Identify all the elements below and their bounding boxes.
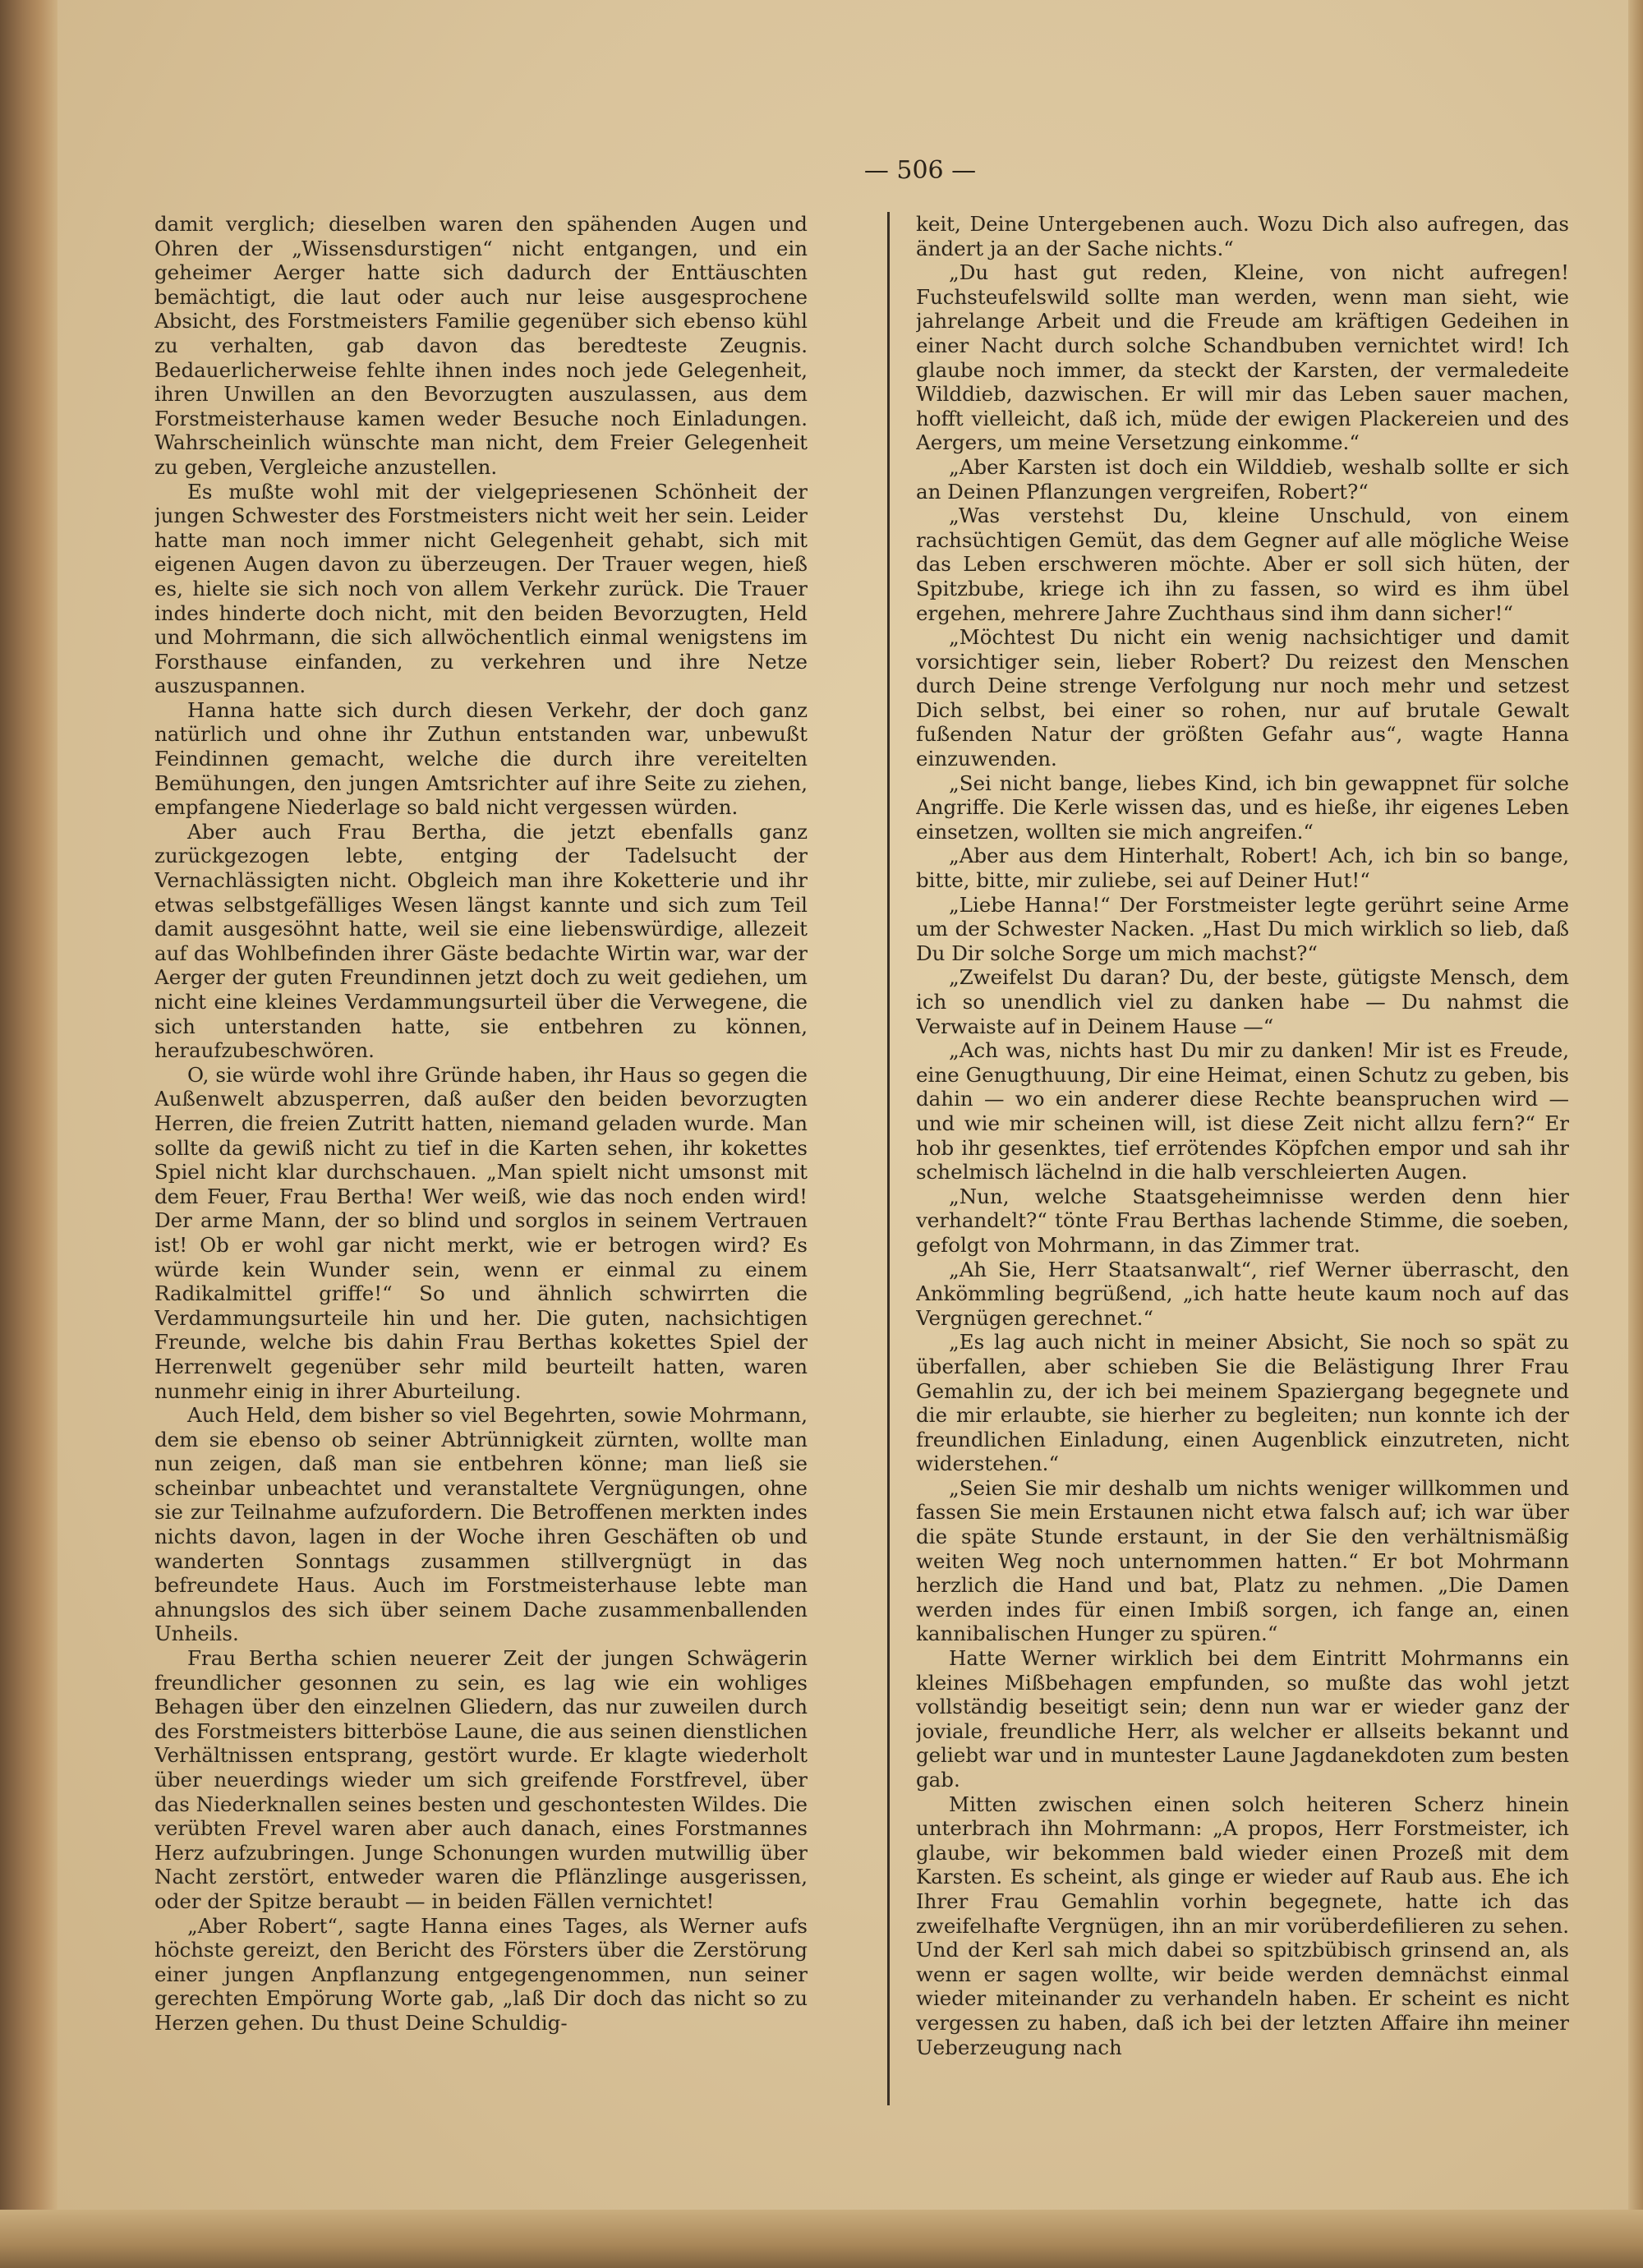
paragraph: keit, Deine Untergebenen auch. Wozu Dich also aufregen, das ändert ja an der Sache nichts.“ [916, 212, 1569, 260]
text-column-right [916, 212, 1569, 2183]
paragraph: „Zweifelst Du daran? Du, der beste, gütigste Mensch, dem ich so unendlich viel zu danken habe — Du nahmst die Verwaiste auf in Deinem Hause —“ [916, 965, 1569, 1038]
book-page [58, 0, 1628, 2210]
paragraph: „Ah Sie, Herr Staatsanwalt“, rief Werner überrascht, den Ankömmling begrüßend, „ich hatte heute kaum noch auf das Vergnügen gerechnet.“ [916, 1257, 1569, 1330]
paragraph: „Liebe Hanna!“ Der Forstmeister legte gerührt seine Arme um der Schwester Nacken. „Hast Du mich wirklich so lieb, daß Du Dir solche Sorge um mich machst?“ [916, 892, 1569, 965]
paragraph: „Seien Sie mir deshalb um nichts weniger willkommen und fassen Sie mein Erstaunen nicht etwa falsch auf; ich war über die späte Stunde erstaunt, in der Sie den verhältnismäßig weiten Weg noch unternommen hatten.“ Er bot Mohrmann herzlich die Hand und bat, Platz zu nehmen. „Die Damen werden indes für einen Imbiß sorgen, ich fange an, einen kannibalischen Hunger zu spüren.“ [916, 1475, 1569, 1646]
paragraph: Mitten zwischen einen solch heiteren Scherz hinein unterbrach ihn Mohrmann: „A propos, Herr Forstmeister, ich glaube, wir bekommen bald wieder einen Prozeß mit dem Karsten. Es scheint, als ginge er wieder auf Raub aus. Ehe ich Ihrer Frau Gemahlin vorhin begegnete, hatte ich das zweifelhafte Vergnügen, ihn an mir vorüberdefilieren zu sehen. Und der Kerl sah mich dabei so spitzbübisch grinsend an, als wenn er sagen wollte, wir beide werden demnächst einmal wieder miteinander zu verhandeln haben. Er scheint es nicht vergessen zu haben, daß ich bei der letzten Affaire ihn meiner Ueberzeugung nach [916, 1792, 1569, 2059]
paragraph: damit verglich; dieselben waren den spähenden Augen und Ohren der „Wissensdurstigen“ nicht entgangen, und ein geheimer Aerger hatte sich dadurch der Enttäuschten bemächtigt, die laut oder auch nur leise ausgesprochene Absicht, des Forstmeisters Familie gegenüber sich ebenso kühl zu verhalten, gab davon das beredteste Zeugnis. Bedauerlicherweise fehlte ihnen indes noch jede Gelegenheit, ihren Unwillen an den Bevorzugten auszulassen, aus dem Forstmeisterhause kamen weder Besuche noch Einladungen. Wahrscheinlich wünschte man nicht, dem Freier Gelegenheit zu geben, Vergleiche anzustellen. [154, 212, 808, 479]
column-divider [887, 212, 890, 2105]
paragraph: „Aber aus dem Hinterhalt, Robert! Ach, ich bin so bange, bitte, bitte, mir zuliebe, sei auf Deiner Hut!“ [916, 844, 1569, 893]
paragraph: „Du hast gut reden, Kleine, von nicht aufregen! Fuchsteufelswild sollte man werden, wenn man sieht, wie jahrelange Arbeit und die Freude am kräftigen Gedeihen in einer Nacht durch solche Schandbuben vernichtet wird! Ich glaube noch immer, da steckt der Karsten, der vermaledeite Wilddieb, dazwischen. Er will mir das Leben sauer machen, hofft vielleicht, daß ich, müde der ewigen Plackereien und des Aergers, um meine Versetzung einkomme.“ [916, 260, 1569, 455]
paragraph: Hanna hatte sich durch diesen Verkehr, der doch ganz natürlich und ohne ihr Zuthun entstanden war, unbewußt Feindinnen gemacht, welche die durch ihre vereitelten Bemühungen, den jungen Amtsrichter auf ihre Seite zu ziehen, empfangene Niederlage so bald nicht vergessen würden. [154, 697, 808, 820]
paragraph: „Ach was, nichts hast Du mir zu danken! Mir ist es Freude, eine Genugthuung, Dir eine Heimat, einen Schutz zu geben, bis dahin — wo ein anderer diese Rechte beanspruchen wird — und wie mir scheinen will, ist diese Zeit nicht allzu fern?“ Er hob ihr gesenktes, tief errötendes Köpfchen empor und sah ihr schelmisch lächelnd in die halb verschleierten Augen. [916, 1038, 1569, 1185]
paragraph: O, sie würde wohl ihre Gründe haben, ihr Haus so gegen die Außenwelt abzusperren, daß außer den beiden bevorzugten Herren, die freien Zutritt hatten, niemand geladen wurde. Man sollte da gewiß nicht zu tief in die Karten sehen, ihr kokettes Spiel nicht klar durchschauen. „Man spielt nicht umsonst mit dem Feuer, Frau Bertha! Wer weiß, wie das noch enden wird! Der arme Mann, der so blind und sorglos in seinem Vertrauen ist! Ob er wohl gar nicht merkt, wie er betrogen wird? Es würde kein Wunder sein, wenn er einmal zu einem Radikalmittel griffe!“ So und ähnlich schwirrten die Verdammungsurteile hin und her. Die guten, nachsichtigen Freunde, welche bis dahin Frau Berthas kokettes Spiel der Herrenwelt gegenüber sehr mild beurteilt hatten, waren nunmehr einig in ihrer Aburteilung. [154, 1062, 808, 1403]
paragraph: „Was verstehst Du, kleine Unschuld, von einem rachsüchtigen Gemüt, das dem Gegner auf alle mögliche Weise das Leben erschweren möchte. Aber er soll sich hüten, der Spitzbube, kriege ich ihn zu fassen, so wird es ihm übel ergehen, mehrere Jahre Zuchthaus sind ihm dann sicher!“ [916, 504, 1569, 625]
paragraph: Hatte Werner wirklich bei dem Eintritt Mohrmanns ein kleines Mißbehagen empfunden, so mußte das wohl jetzt vollständig beseitigt sein; denn nun war er wieder ganz der joviale, freundliche Herr, als welcher er allseits bekannt und geliebt war und in muntester Laune Jagdanekdoten zum besten gab. [916, 1646, 1569, 1792]
page-stack-edge-left [0, 0, 58, 2268]
paragraph: „Sei nicht bange, liebes Kind, ich bin gewappnet für solche Angriffe. Die Kerle wissen das, und es hieße, ihr eigenes Leben einsetzen, wollten sie mich angreifen.“ [916, 771, 1569, 844]
paragraph: Frau Bertha schien neuerer Zeit der jungen Schwägerin freundlicher gesonnen zu sein, es lag wie ein wohliges Behagen über den einzelnen Gliedern, das nur zuweilen durch des Forstmeisters bitterböse Laune, die aus seinen dienstlichen Verhältnissen entsprang, gestört wurde. Er klagte wiederholt über neuerdings wieder um sich greifende Forstfrevel, über das Niederknallen seines besten und geschontesten Wildes. Die verübten Frevel waren aber auch danach, eines Forstmannes Herz aufzubringen. Junge Schonungen wurden mutwillig über Nacht zerstört, entweder waren die Pflänzlinge ausgerissen, oder der Spitze beraubt — in beiden Fällen vernichtet! [154, 1646, 808, 1913]
paragraph: „Es lag auch nicht in meiner Absicht, Sie noch so spät zu überfallen, aber schieben Sie die Belästigung Ihrer Frau Gemahlin zu, der ich bei meinem Spaziergang begegnete und die mir erlaubte, sie hierher zu begleiten; nun konnte ich der freundlichen Einladung, einen Augenblick einzutreten, nicht widerstehen.“ [916, 1330, 1569, 1476]
paragraph: „Möchtest Du nicht ein wenig nachsichtiger und damit vorsichtiger sein, lieber Robert? Du reizest den Menschen durch Deine strenge Verfolgung nur noch mehr und setzest Dich selbst, bei einer so rohen, nur auf brutale Gewalt fußenden Natur der größten Gefahr aus“, wagte Hanna einzuwenden. [916, 625, 1569, 771]
page-edge-right [1628, 0, 1643, 2268]
paragraph: Aber auch Frau Bertha, die jetzt ebenfalls ganz zurückgezogen lebte, entging der Tadelsucht der Vernachlässigten nicht. Obgleich man ihre Koketterie und ihr etwas selbstgefälliges Wesen längst kannte und sich zum Teil damit ausgesöhnt hatte, weil sie eine liebenswürdige, allezeit auf das Wohlbefinden ihrer Gäste bedachte Wirtin war, war der Aerger der guten Freundinnen jetzt doch zu weit gediehen, um nicht eine kleines Verdammungsurteil über die Verwegene, die sich unterstanden hatte, sie entbehren zu können, heraufzubeschwören. [154, 819, 808, 1063]
paragraph: „Aber Robert“, sagte Hanna eines Tages, als Werner aufs höchste gereizt, den Bericht des Försters über die Zerstörung einer jungen Anpflanzung entgegengenommen, nun seiner gerechten Empörung Worte gab, „laß Dir doch das nicht so zu Herzen gehen. Du thust Deine Schuldig- [154, 1913, 808, 2035]
page-number: — 506 — [863, 156, 977, 185]
text-column-left [154, 212, 808, 2183]
paragraph: „Aber Karsten ist doch ein Wilddieb, weshalb sollte er sich an Deinen Pflanzungen vergreifen, Robert?“ [916, 454, 1569, 504]
paragraph: Es mußte wohl mit der vielgepriesenen Schönheit der jungen Schwester des Forstmeisters nicht weit her sein. Leider hatte man noch immer nicht Gelegenheit gehabt, sich mit eigenen Augen davon zu überzeugen. Der Trauer wegen, hieß es, hielte sie sich noch von allem Verkehr zurück. Die Trauer indes hinderte doch nicht, mit den beiden Bevorzugten, Held und Mohrmann, die sich allwöchentlich einmal wenigstens im Forsthause einfanden, zu verkehren und ihre Netze auszuspannen. [154, 479, 808, 698]
page-edge-bottom [0, 2210, 1643, 2268]
paragraph: „Nun, welche Staatsgeheimnisse werden denn hier verhandelt?“ tönte Frau Berthas lachende Stimme, die soeben, gefolgt von Mohrmann, in das Zimmer trat. [916, 1184, 1569, 1257]
paragraph: Auch Held, dem bisher so viel Begehrten, sowie Mohrmann, dem sie ebenso ob seiner Abtrünnigkeit zürnten, wollte man nun zeigen, daß man sie entbehren könne; man ließ sie scheinbar unbeachtet und veranstaltete Vergnügungen, ohne sie zur Teilnahme aufzufordern. Die Betroffenen merkten indes nichts davon, lagen in der Woche ihren Geschäften ob und wanderten Sonntags zusammen stillvergnügt in das befreundete Haus. Auch im Forstmeisterhause lebte man ahnungslos des sich über seinem Dache zusammenballenden Unheils. [154, 1403, 808, 1646]
